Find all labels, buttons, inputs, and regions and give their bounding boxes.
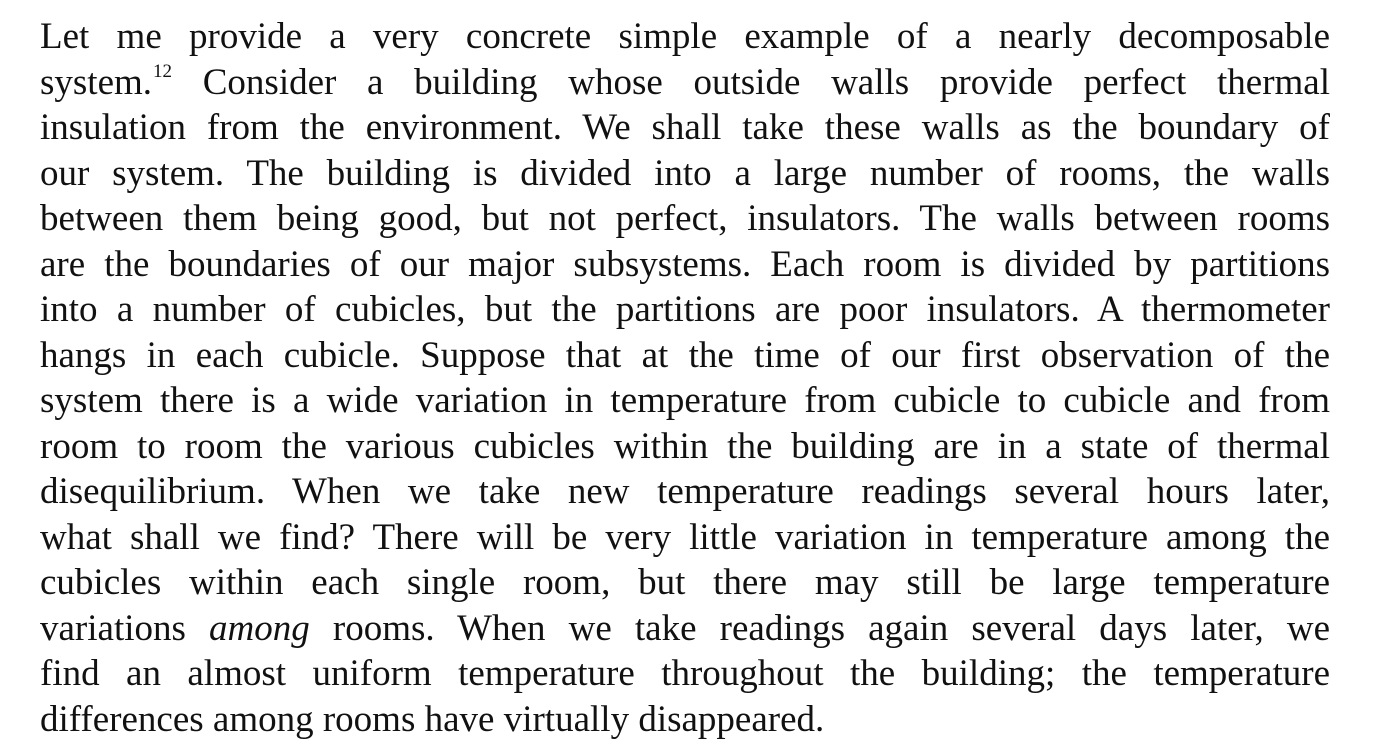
text-line-8: hangs in each cubicle. Suppose that at the time of our first observation of the [40,334,1330,376]
text-line-10: room to room the various cubicles within the building are in a state of thermal [40,425,1330,467]
text-line-4: our system. The building is divided into a large number of rooms, the walls [40,152,1330,194]
text-line-15: find an almost uniform temperature throughout the building; the temperature [40,653,1330,694]
text-line-12: what shall we find? There will be very little variation in temperature among the [40,516,1330,558]
text-line-1: Let me provide a very concrete simple example of a nearly decomposable [40,16,1330,57]
text-line-16: differences among rooms have virtually disappeared. [40,698,825,740]
text-line-14 [40,606,1330,652]
line-2-rest: Consider a building whose outside walls provide perfect thermal [202,61,1331,103]
text-line-2 [40,60,1330,106]
footnote-reference[interactable]: 12 [153,60,173,82]
document-page [40,14,1330,742]
text-line-9: system there is a wide variation in temperature from cubicle to cubicle and from [40,380,1330,421]
text-line-7: into a number of cubicles, but the partitions are poor insulators. A thermometer [40,289,1330,330]
body-paragraph [40,14,1330,742]
text-line-5: between them being good, but not perfect, insulators. The walls between rooms [40,198,1330,239]
text-line-6: are the boundaries of our major subsystems. Each room is divided by partitions [40,243,1330,285]
line-2-start: system. [40,61,153,103]
text-line-3: insulation from the environment. We shall take these walls as the boundary of [40,107,1330,148]
line-14-start: variations [40,607,186,649]
text-line-11: disequilibrium. When we take new temperature readings several hours later, [40,471,1330,512]
line-14-rest: rooms. When we take readings again several days later, we [332,607,1331,649]
emphasized-word: among [209,607,310,649]
text-line-13: cubicles within each single room, but there may still be large temperature [40,562,1330,603]
